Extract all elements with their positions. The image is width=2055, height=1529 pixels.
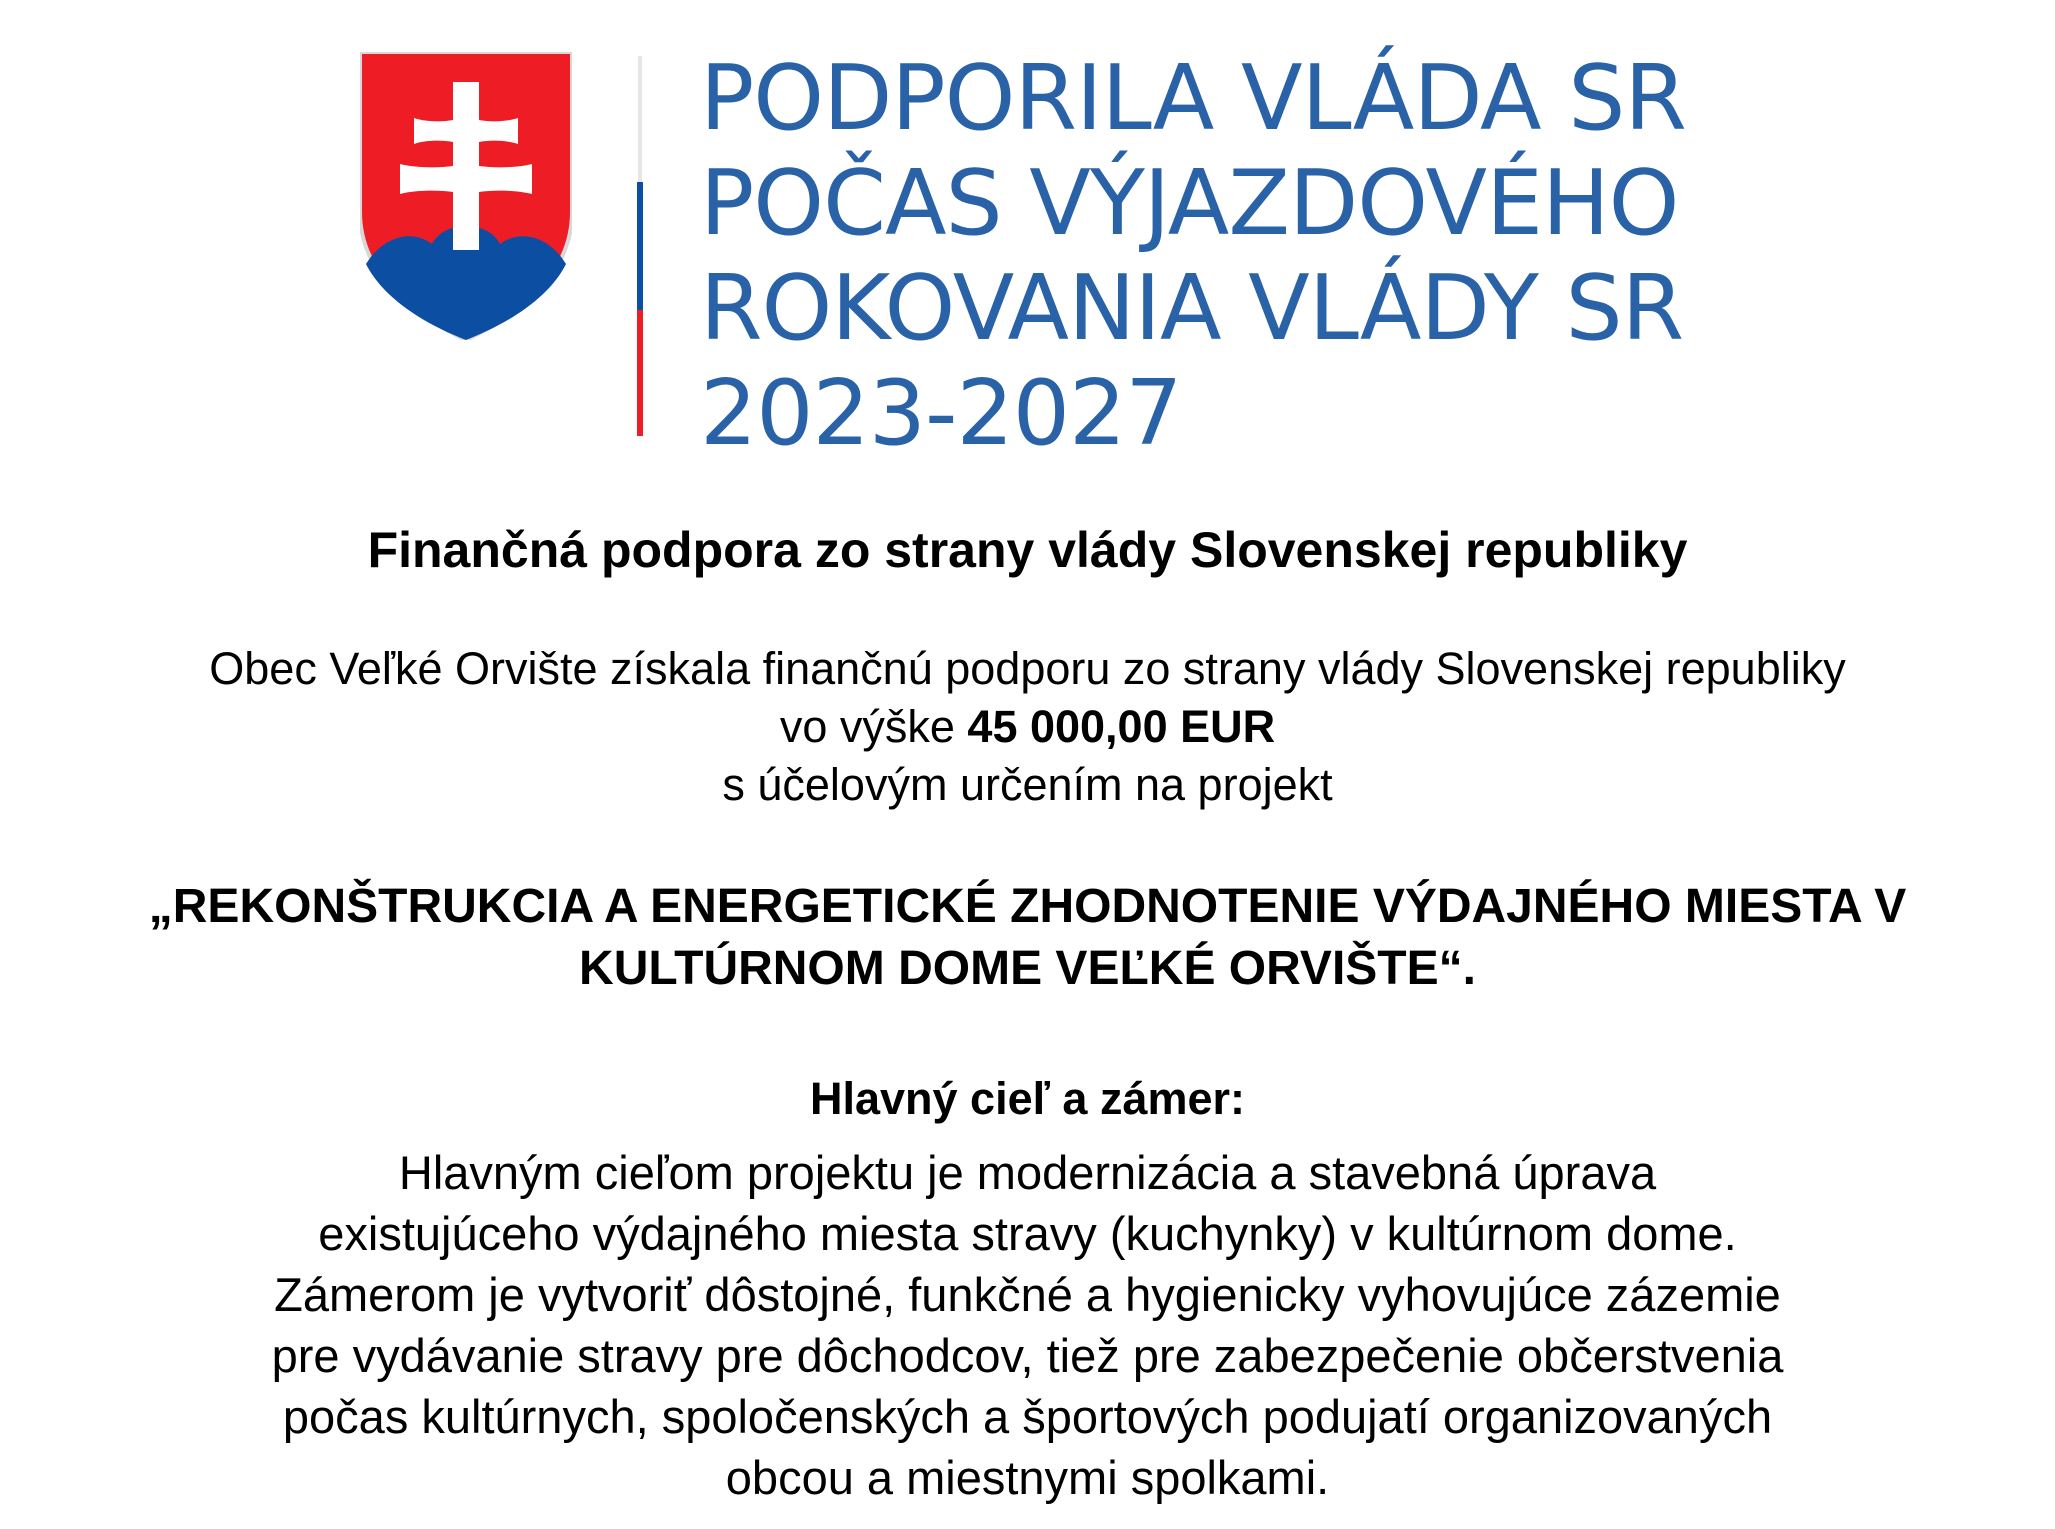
logo-line: 2023-2027 — [700, 361, 1182, 466]
project-title-line: „REKONŠTRUKCIA A ENERGETICKÉ ZHODNOTENIE VÝDAJNÉHO MIESTA V — [148, 880, 1907, 933]
amount-prefix: vo výške — [779, 701, 955, 752]
funding-amount-line — [0, 698, 2055, 756]
funding-purpose-line: s účelovým určením na projekt — [722, 759, 1333, 810]
goal-line: počas kultúrnych, spoločenských a športových podujatí organizovaných — [282, 1390, 1773, 1443]
goal-line: Hlavným cieľom projektu je modernizácia a stavebná úprava — [398, 1146, 1657, 1199]
logo-text — [700, 46, 1686, 466]
page-title: Finančná podpora zo strany vlády Slovenskej republiky — [367, 522, 1688, 578]
goal-line: obcou a miestnymi spolkami. — [725, 1451, 1330, 1504]
funding-amount: 45 000,00 EUR — [967, 701, 1276, 752]
funding-statement-line: Obec Veľké Orvište získala finančnú podporu zo strany vlády Slovenskej republiky — [209, 643, 1846, 694]
logo-line: PODPORILA VLÁDA SR — [700, 46, 1686, 151]
logo-divider — [636, 56, 644, 436]
government-logo — [360, 46, 1700, 466]
logo-line: POČAS VÝJAZDOVÉHO — [700, 151, 1679, 256]
project-title — [0, 876, 2055, 1000]
goal-line: Zámerom je vytvoriť dôstojné, funkčné a hygienicky vyhovujúce zázemie — [274, 1268, 1781, 1321]
goal-description — [0, 1142, 2055, 1508]
project-title-line: KULTÚRNOM DOME VEĽKÉ ORVIŠTE“. — [579, 942, 1476, 995]
goal-line: existujúceho výdajného miesta stravy (kuchynky) v kultúrnom dome. — [318, 1207, 1737, 1260]
funding-statement — [0, 640, 2055, 814]
logo-line: ROKOVANIA VLÁDY SR — [700, 256, 1684, 361]
document-body — [0, 520, 2055, 1508]
slovak-coat-of-arms-icon — [360, 52, 572, 340]
goal-line: pre vydávanie stravy pre dôchodcov, tiež pre zabezpečenie občerstvenia — [271, 1329, 1784, 1382]
goal-heading: Hlavný cieľ a zámer: — [809, 1073, 1246, 1124]
